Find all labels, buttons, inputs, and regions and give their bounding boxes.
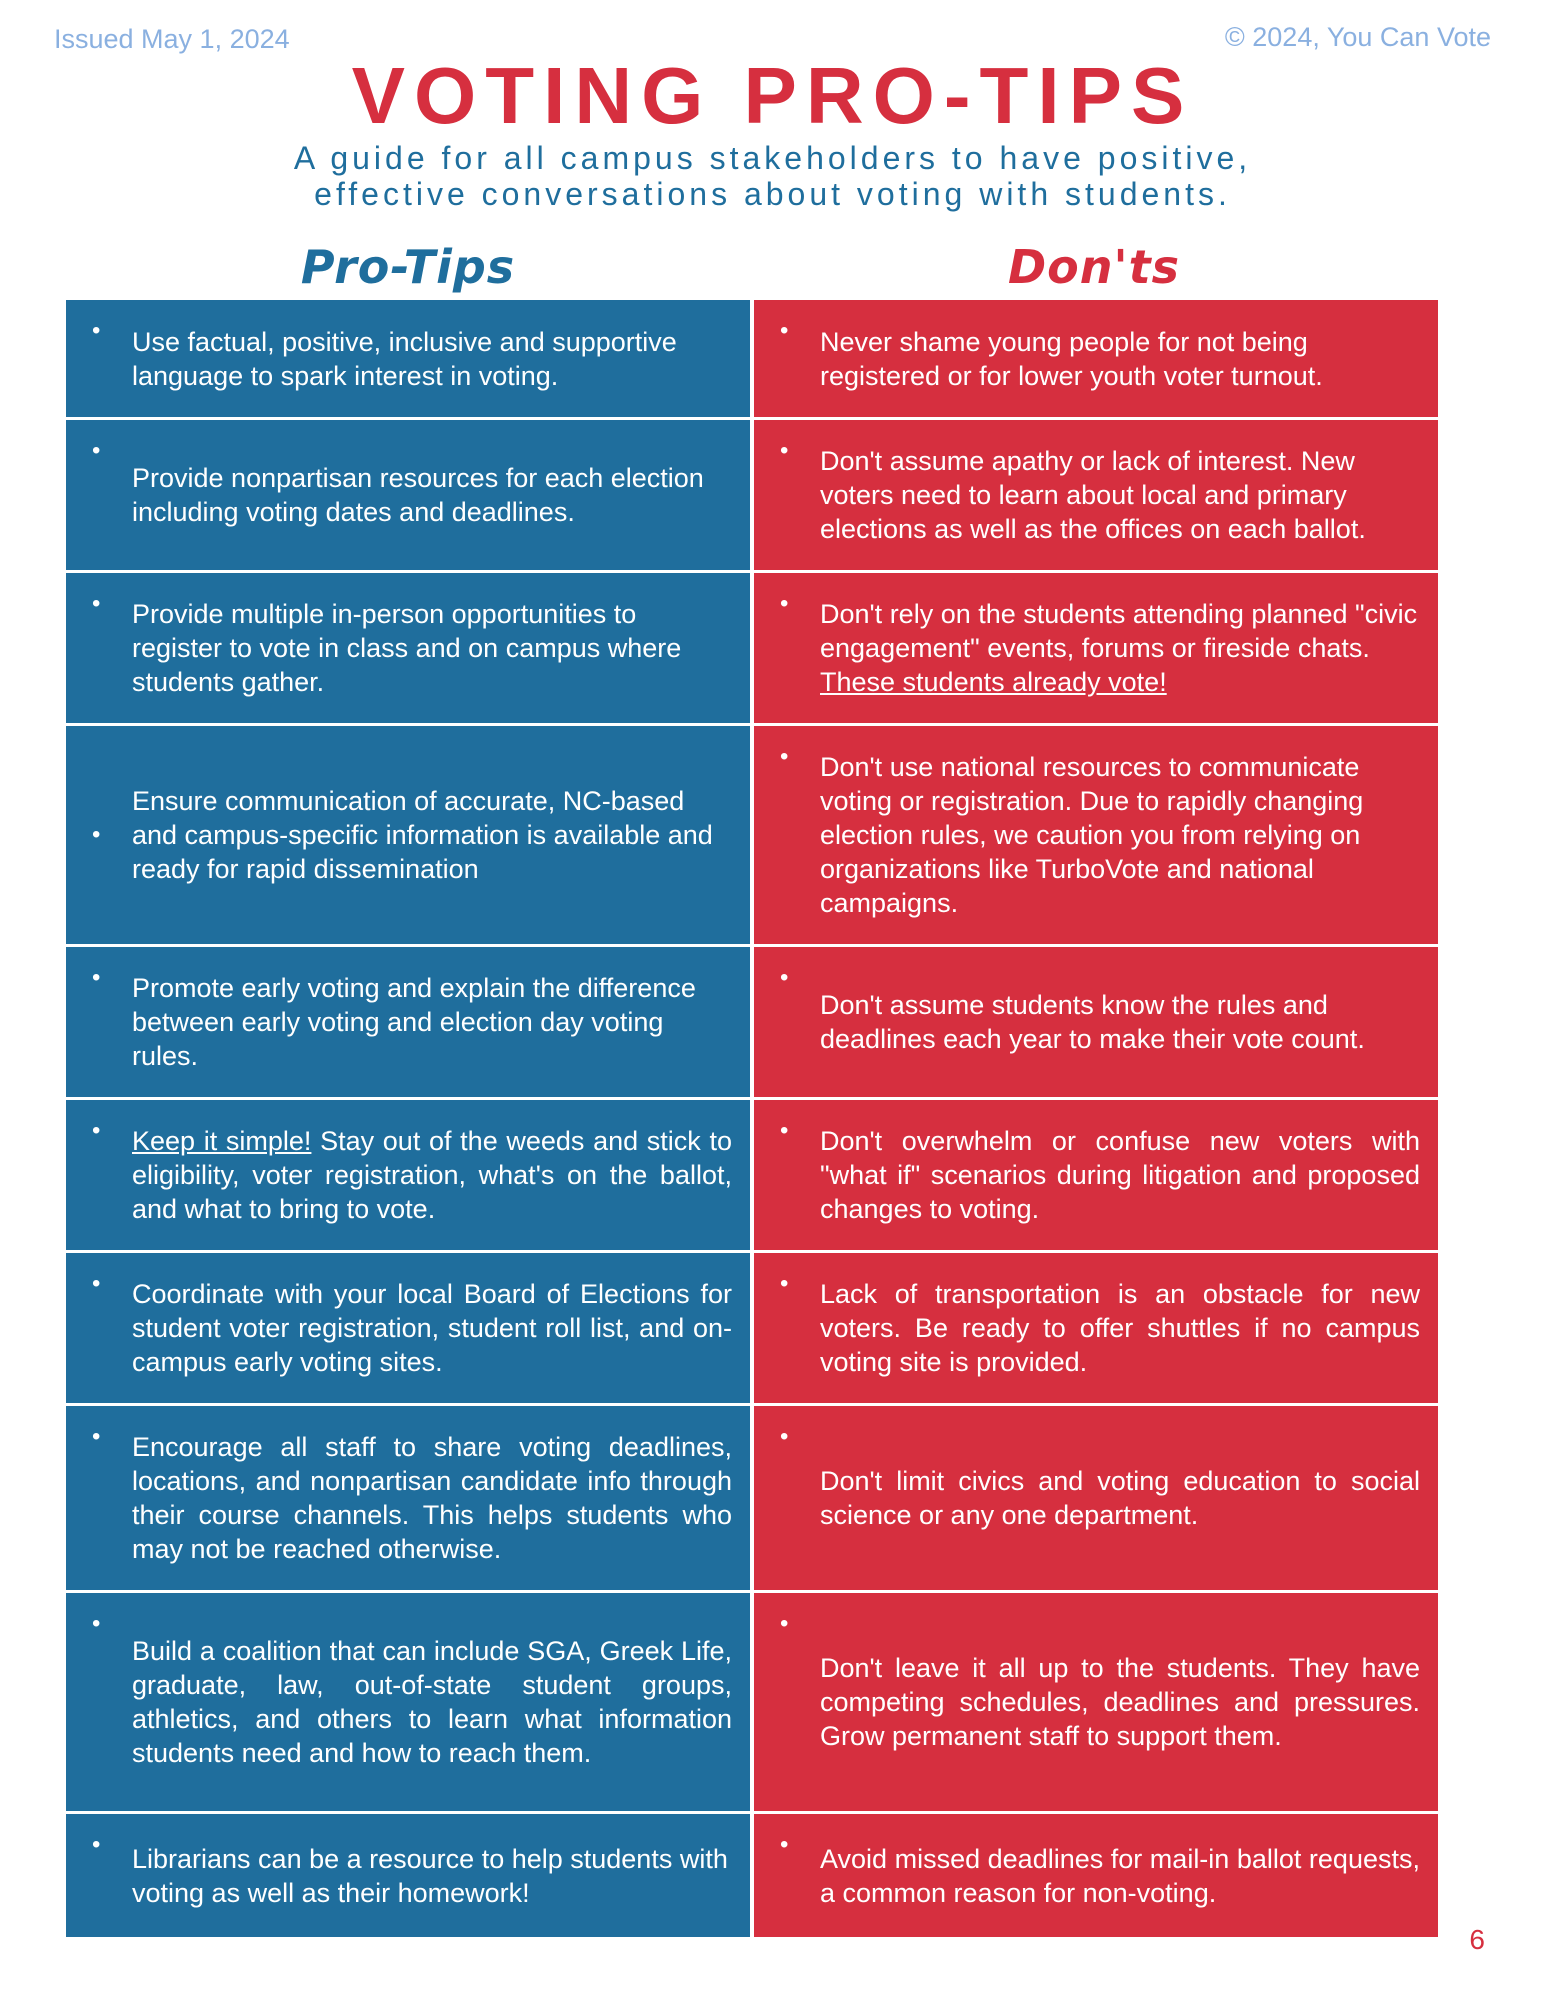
table-row bbox=[66, 573, 1441, 726]
pro-tip-text: Promote early voting and explain the difference between early voting and election day voting rules. bbox=[132, 973, 696, 1071]
dont-text-main: Don't rely on the students attending planned "civic engagement" events, forums or fireside chats. bbox=[820, 599, 1418, 663]
bullet-icon: • bbox=[780, 1270, 789, 1297]
tips-table bbox=[66, 300, 1441, 1937]
pro-tip-cell bbox=[66, 947, 750, 1097]
pro-tip-text: Librarians can be a resource to help students with voting as well as their homework! bbox=[132, 1843, 728, 1908]
page-subtitle bbox=[0, 140, 1545, 212]
pro-tip-text-main: Stay out of the weeds and stick to eligibility, voter registration, what's on the ballot, and what to bring to vote. bbox=[132, 1126, 732, 1224]
bullet-icon: • bbox=[92, 437, 101, 464]
dont-text: Don't assume students know the rules and deadlines each year to make their vote count. bbox=[820, 990, 1365, 1054]
pro-tip-cell bbox=[66, 726, 750, 944]
pro-tip-text: Encourage all staff to share voting deadlines, locations, and nonpartisan candidate info through their course channels. This helps students who may not be reached otherwise. bbox=[132, 1432, 732, 1564]
bullet-icon: • bbox=[780, 1117, 789, 1144]
pro-tip-text-underlined: Keep it simple! bbox=[132, 1126, 312, 1156]
dont-text: Don't leave it all up to the students. They have competing schedules, deadlines and pressures. Grow permanent staff to support them. bbox=[820, 1653, 1420, 1751]
bullet-icon: • bbox=[780, 437, 789, 464]
pro-tip-cell bbox=[66, 1253, 750, 1403]
page-title: VOTING PRO-TIPS bbox=[351, 51, 1194, 140]
dont-cell bbox=[754, 1593, 1438, 1811]
bullet-icon: • bbox=[780, 743, 789, 770]
pro-tip-text: Use factual, positive, inclusive and supportive language to spark interest in voting. bbox=[132, 326, 677, 391]
donts-heading: Don'ts bbox=[1008, 240, 1180, 294]
dont-cell bbox=[754, 1814, 1438, 1937]
dont-cell bbox=[754, 1100, 1438, 1250]
dont-cell bbox=[754, 726, 1438, 944]
pro-tip-text: Ensure communication of accurate, NC-based and campus-specific information is available and ready for rapid dissemination bbox=[132, 786, 713, 884]
pro-tip-text: Provide multiple in-person opportunities to register to vote in class and on campus where students gather. bbox=[132, 599, 682, 697]
table-row bbox=[66, 726, 1441, 947]
dont-text: Don't limit civics and voting education to social science or any one department. bbox=[820, 1466, 1420, 1530]
pro-tip-cell bbox=[66, 1593, 750, 1811]
copyright-notice: © 2024, You Can Vote bbox=[1224, 22, 1491, 52]
dont-text: Don't use national resources to communicate voting or registration. Due to rapidly changing election rules, we caution you from relying on organizations like TurboVote and national campaigns. bbox=[820, 752, 1364, 918]
dont-cell bbox=[754, 420, 1438, 570]
table-row bbox=[66, 420, 1441, 573]
pro-tip-text: Coordinate with your local Board of Elections for student voter registration, student roll list, and on-campus early voting sites. bbox=[132, 1279, 732, 1377]
bullet-icon: • bbox=[780, 317, 789, 344]
bullet-icon: • bbox=[92, 1831, 101, 1858]
pro-tip-cell bbox=[66, 1814, 750, 1937]
pro-tip-cell bbox=[66, 573, 750, 723]
table-row bbox=[66, 300, 1441, 420]
pro-tip-text bbox=[132, 1124, 732, 1226]
table-row bbox=[66, 1100, 1441, 1253]
bullet-icon: • bbox=[92, 1270, 101, 1297]
dont-cell bbox=[754, 573, 1438, 723]
bullet-icon: • bbox=[92, 1610, 101, 1637]
bullet-icon: • bbox=[92, 590, 101, 617]
table-row bbox=[66, 1814, 1441, 1937]
table-row bbox=[66, 1406, 1441, 1593]
bullet-icon: • bbox=[780, 1610, 789, 1637]
pro-tip-text: Build a coalition that can include SGA, Greek Life, graduate, law, out-of-state student groups, athletics, and others to learn what information students need and how to reach them. bbox=[132, 1636, 732, 1768]
subtitle-line-1: A guide for all campus stakeholders to have positive, bbox=[293, 140, 1252, 176]
pro-tips-heading: Pro-Tips bbox=[300, 240, 516, 294]
dont-cell bbox=[754, 300, 1438, 417]
dont-cell bbox=[754, 1253, 1438, 1403]
bullet-icon: • bbox=[780, 964, 789, 991]
pro-tip-cell bbox=[66, 420, 750, 570]
dont-text-underlined: These students already vote! bbox=[820, 667, 1167, 697]
bullet-icon: • bbox=[92, 317, 101, 344]
pro-tip-cell bbox=[66, 300, 750, 417]
table-row bbox=[66, 1593, 1441, 1814]
bullet-icon: • bbox=[780, 1831, 789, 1858]
subtitle-line-2: effective conversations about voting with students. bbox=[314, 176, 1231, 212]
dont-text: Lack of transportation is an obstacle for new voters. Be ready to offer shuttles if no campus voting site is provided. bbox=[820, 1279, 1420, 1377]
bullet-icon: • bbox=[780, 1423, 789, 1450]
dont-cell bbox=[754, 1406, 1438, 1590]
dont-text: Don't overwhelm or confuse new voters with "what if" scenarios during litigation and proposed changes to voting. bbox=[820, 1126, 1420, 1224]
dont-text: Never shame young people for not being registered or for lower youth voter turnout. bbox=[820, 326, 1323, 391]
bullet-icon: • bbox=[92, 964, 101, 991]
page-number: 6 bbox=[1469, 1924, 1485, 1955]
pro-tip-cell bbox=[66, 1100, 750, 1250]
dont-cell bbox=[754, 947, 1438, 1097]
table-row bbox=[66, 1253, 1441, 1406]
dont-text bbox=[820, 597, 1420, 699]
pro-tip-cell bbox=[66, 1406, 750, 1590]
bullet-icon: • bbox=[92, 821, 101, 848]
table-row bbox=[66, 947, 1441, 1100]
issued-date: Issued May 1, 2024 bbox=[54, 24, 290, 54]
bullet-icon: • bbox=[92, 1117, 101, 1144]
dont-text: Don't assume apathy or lack of interest. New voters need to learn about local and primary elections as well as the offices on each ballot. bbox=[820, 446, 1366, 544]
dont-text: Avoid missed deadlines for mail-in ballot requests, a common reason for non-voting. bbox=[820, 1843, 1420, 1908]
pro-tip-text: Provide nonpartisan resources for each election including voting dates and deadlines. bbox=[132, 463, 704, 527]
bullet-icon: • bbox=[92, 1423, 101, 1450]
bullet-icon: • bbox=[780, 590, 789, 617]
